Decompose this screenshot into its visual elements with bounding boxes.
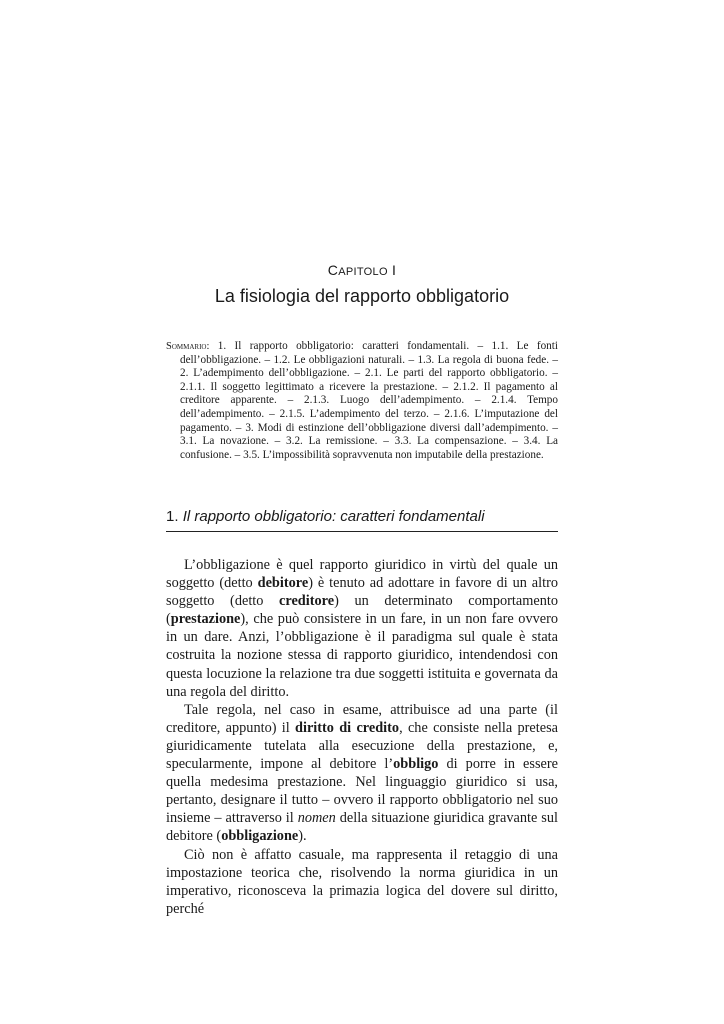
paragraph-2	[166, 701, 558, 846]
summary-text: 1. Il rapporto obbligatorio: caratteri fondamentali. – 1.1. Le fonti dell’obbligazione. – 1.2. Le obbligazioni naturali. – 1.3. La regola di buona fede. – 2. L’adempimento dell’obbligazione. – 2.1. Le parti del rapporto obbligatorio. – 2.1.1. Il soggetto legittimato a ricevere la prestazione. – 2.1.2. Il pagamento al creditore apparente. – 2.1.3. Luogo dell’adempimento. – 2.1.4. Tempo dell’adempimento. – 2.1.5. L’adempimento del terzo. – 2.1.6. L’imputazione del pagamento. – 3. Modi di estinzione dell’obbligazione diversi dall’adempimento. – 3.1. La novazione. – 3.2. La remissione. – 3.3. La compensazione. – 3.4. La confusione. – 3.5. L’impossibilità sopravvenuta non imputabile della prestazione.	[180, 340, 558, 461]
term-obbligazione: obbligazione	[221, 828, 299, 845]
text-run: Ciò non è affatto casuale, ma rappresenta il retaggio di una impostazione teorica che, risolvendo la norma giuridica in un imperativo, riconosceva la primazia logica del dovere sul diritto, perché	[166, 846, 558, 917]
text-run: di porre in essere quella medesima prestazione. Nel linguaggio giuridico si usa, pertanto, designare il tutto – ovvero il rapporto obbligatorio nel suo insieme – attraverso il	[166, 756, 558, 827]
term-diritto-di-credito: diritto di credito	[295, 719, 400, 736]
term-nomen: nomen	[297, 810, 336, 827]
chapter-label-initial: C	[327, 262, 339, 278]
text-run: , che consiste nella pretesa giuridicamente tutelata alla esecuzione della prestazione, e, specularmente, impone al debitore l’	[166, 719, 558, 773]
text-run: ).	[298, 828, 307, 845]
text-run: ) un determinato comportamento (	[166, 593, 558, 628]
section-heading	[166, 508, 558, 532]
text-run: ), che può consistere in un fare, in un non fare ovvero in un dare. Anzi, l’obbligazione è il paradigma sul quale è stata costruita la nozione stessa di rapporto giuridico, intendendosi con questa locuzione la relazione tra due soggetti istituita e governata da una regola del diritto.	[166, 611, 558, 700]
text-run: della situazione giuridica gravante sul debitore (	[166, 810, 558, 845]
chapter-number: I	[387, 262, 397, 278]
term-prestazione: prestazione	[170, 611, 241, 628]
chapter-title: La fisiologia del rapporto obbligatorio	[214, 286, 510, 306]
term-creditore: creditore	[279, 593, 335, 610]
text-run: L’obbligazione è quel rapporto giuridico in virtù del quale un soggetto (detto	[166, 557, 558, 592]
term-debitore: debitore	[257, 575, 309, 592]
text-run: Tale regola, nel caso in esame, attribuisce ad una parte (il creditore, appunto) il	[166, 701, 558, 736]
paragraph-1	[166, 556, 558, 701]
summary-label: Sommario:	[166, 341, 210, 352]
paragraph-3	[166, 846, 558, 918]
chapter-summary	[166, 340, 558, 462]
chapter-label	[0, 262, 724, 278]
section-title: Il rapporto obbligatorio: caratteri fondamentali	[182, 508, 485, 525]
section-number: 1.	[166, 508, 183, 525]
text-run: ) è tenuto ad adottare in favore di un altro soggetto (detto	[166, 575, 558, 610]
chapter-label-rest: APITOLO	[338, 266, 388, 278]
body-text	[166, 556, 558, 918]
term-obbligo: obbligo	[393, 756, 439, 773]
